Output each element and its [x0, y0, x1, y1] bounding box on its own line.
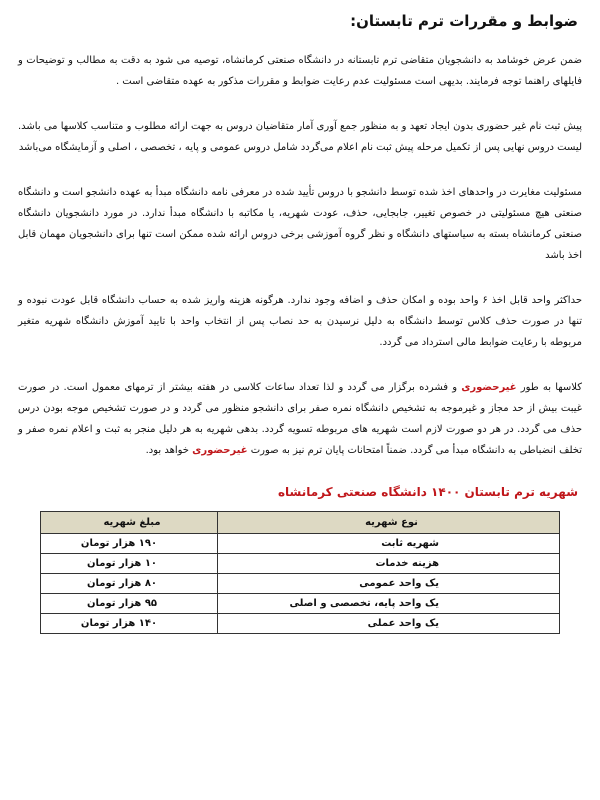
paragraph-attendance: [18, 377, 582, 461]
paragraph-attendance-text-c: خواهد بود.: [145, 445, 193, 456]
tuition-table-title: شهریه ترم تابستان ۱۴۰۰ دانشگاه صنعتی کرمانشاه: [277, 485, 578, 499]
cell-fee-amount: ۱۹۰ هزار تومان: [41, 534, 218, 554]
paragraph-units-limit: حداکثر واحد قابل اخذ ۶ واحد بوده و امکان حذف و اضافه وجود ندارد. هرگونه هزینه واریز شده به حساب دانشگاه قابل عودت نبوده و تنها در صورت حذف کلاس توسط دانشگاه به دلیل نرسیدن به حد نصاب پس از انتخاب واحد با تایید آموزش دانشگاه شهریه متغیر مربوطه با رعایت ضوابط مالی استرداد می گردد.: [18, 295, 582, 348]
cell-fee-amount: ۱۰ هزار تومان: [41, 554, 218, 574]
cell-fee-amount: ۸۰ هزار تومان: [41, 574, 218, 594]
column-header-amount: مبلغ شهریه: [41, 512, 218, 534]
paragraph-attendance-text-b: و فشرده برگزار می گردد و لذا تعداد ساعات کلاسی در هفته بیشتر از ترمهای معمول است. در صورت غیبت بیش از حد مجاز و غیرموجه به تشخیص دانشگاه نمره صفر برای دانشجو منظور می گردد و در صورت تشخیص موجه بودن درس حذف می گردد. در هر دو صورت لازم است شهریه های مربوطه تسویه گردد. بدهی شهریه به هر دلیل منجر به ثبت و اعلام نمره صفر و تخلف انضباطی به دانشگاه مبدأ می گردد. ضمناً امتحانات پایان ترم نیز به صورت: [18, 382, 582, 456]
table-row: [41, 574, 560, 594]
table-row: [41, 554, 560, 574]
cell-fee-type: یک واحد عمومی: [218, 574, 560, 594]
paragraph-attendance-text-a: کلاسها به طور: [516, 382, 582, 393]
page-title: ضوابط و مقررات ترم تابستان:: [350, 12, 578, 30]
paragraph-welcome: ضمن عرض خوشامد به دانشجویان متقاضی ترم تابستانه در دانشگاه صنعتی کرمانشاه، توصیه می شود به دقت به مطالب و توضیحات و فایلهای راهنما توجه فرمایند. بدیهی است مسئولیت عدم رعایت ضوابط و مقررات مذکور به عهده متقاضی است .: [18, 55, 582, 87]
table-row: [41, 594, 560, 614]
highlight-online-exams: غیرحضوری: [192, 445, 248, 456]
table-row: [41, 614, 560, 634]
cell-fee-type: شهریه ثابت: [218, 534, 560, 554]
cell-fee-amount: ۹۵ هزار تومان: [41, 594, 218, 614]
tuition-table: [40, 511, 560, 634]
tuition-table-header-row: [41, 512, 560, 534]
paragraph-preregistration: پیش ثبت نام غیر حضوری بدون ایجاد تعهد و به منظور جمع آوری آمار متقاضیان دروس به جهت ارائه مطلوب و متناسب کلاسها می باشد. لیست دروس نهایی پس از تکمیل مرحله پیش ثبت نام اعلام می‌گردد شامل دروس عمومی و پایه ، تخصصی ، اصلی و آزمایشگاه می‌باشد: [18, 121, 582, 153]
cell-fee-type: یک واحد عملی: [218, 614, 560, 634]
column-header-type: نوع شهریه: [218, 512, 560, 534]
cell-fee-type: یک واحد پایه، تخصصی و اصلی: [218, 594, 560, 614]
paragraph-responsibility: مسئولیت مغایرت در واحدهای اخذ شده توسط دانشجو با دروس تأیید شده در معرفی نامه دانشگاه مبدأ به عهده دانشجو است و دانشگاه صنعتی هیچ مسئولیتی در خصوص تغییر، جابجایی، حذف، عودت شهریه، یا مکاتبه با دانشگاه مبدأ ندارد. در مورد دانشجویان دانشگاه صنعتی کرمانشاه بسته به سیاستهای دانشگاه و نظر گروه آموزشی برخی دروس ارائه شده ممکن است تنها برای دانشجویان مهمان قابل اخذ باشد: [18, 187, 582, 261]
highlight-online: غیرحضوری: [461, 382, 517, 393]
cell-fee-amount: ۱۴۰ هزار تومان: [41, 614, 218, 634]
table-row: [41, 534, 560, 554]
cell-fee-type: هزینه خدمات: [218, 554, 560, 574]
